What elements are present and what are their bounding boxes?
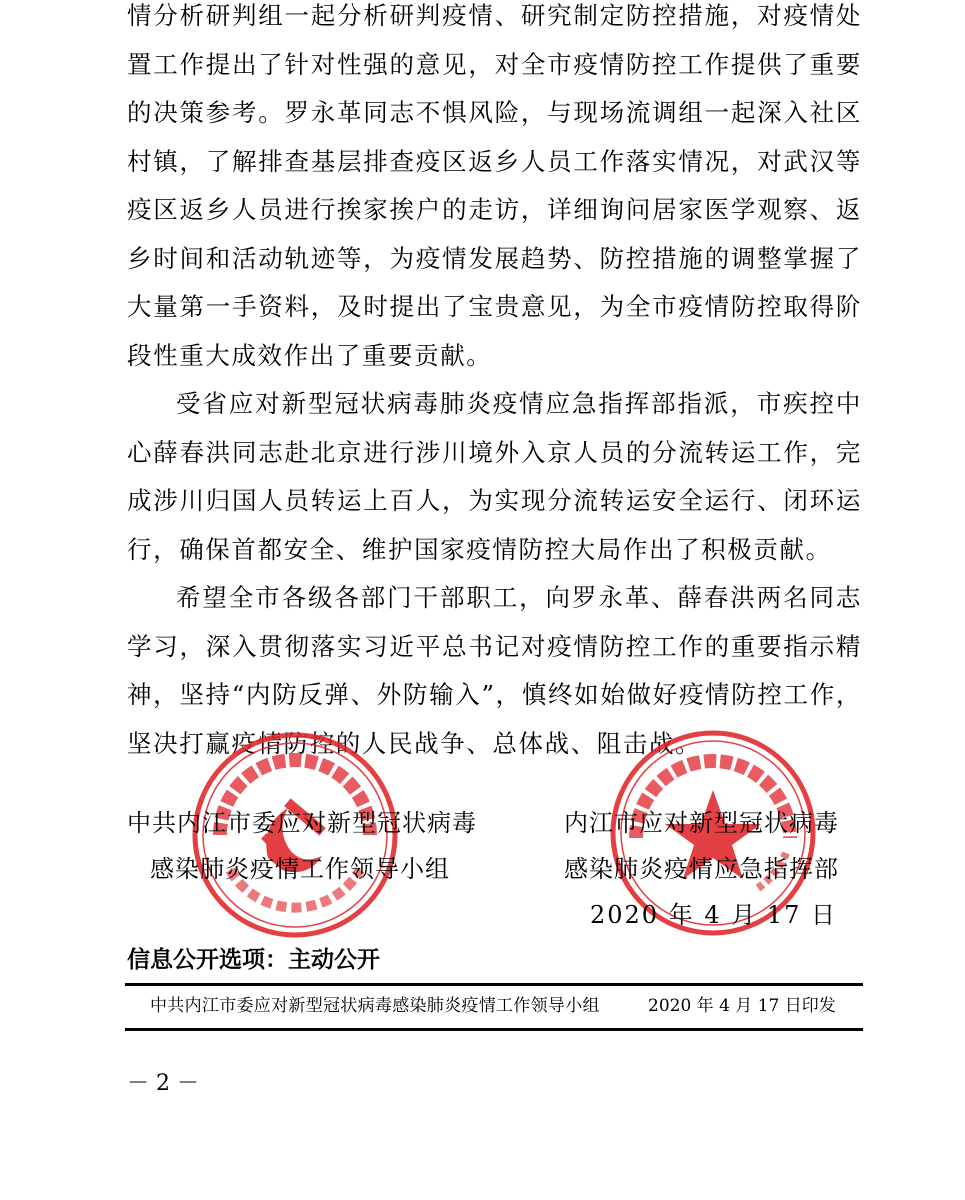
signature-left-line2: 感染肺炎疫情工作领导小组: [150, 855, 450, 883]
signature-left-line1: 中共内江市委应对新型冠状病毒: [127, 809, 477, 837]
disclosure-option: 信息公开选项：主动公开: [127, 947, 380, 973]
issue-rule-bottom: [125, 1028, 863, 1031]
issue-rule-top: [125, 983, 863, 986]
signature-right-line1: 内江市应对新型冠状病毒: [564, 809, 839, 837]
paragraph-2: 受省应对新型冠状病毒肺炎疫情应急指挥部指派，市疾控中心薛春洪同志赴北京进行涉川境外入京人员的分流转运工作，完成涉川归国人员转运上百人，为实现分流转运安全运行、闭环运行，确保首都安全、维护国家疫情防控大局作出了积极贡献。: [127, 389, 862, 564]
body-text: [127, 0, 862, 768]
signature-right-line2: 感染肺炎疫情应急指挥部: [564, 855, 839, 883]
page-number: － 2 －: [127, 1071, 199, 1096]
signature-date: 2020 年 4 月 17 日: [590, 901, 838, 929]
issue-date: 2020 年 4 月 17 日印发: [648, 996, 836, 1016]
paragraph-3: 希望全市各级各部门干部职工，向罗永革、薛春洪两名同志学习，深入贯彻落实习近平总书记对疫情防控工作的重要指示精神，坚持“内防反弹、外防输入”，慎终如始做好疫情防控工作，坚决打赢疫情防控的人民战争、总体战、阻击战。: [127, 583, 862, 758]
issue-organization: 中共内江市委应对新型冠状病毒感染肺炎疫情工作领导小组: [150, 996, 600, 1016]
paragraph-1: 情分析研判组一起分析研判疫情、研究制定防控措施，对疫情处置工作提出了针对性强的意见，对全市疫情防控工作提供了重要的决策参考。罗永革同志不惧风险，与现场流调组一起深入社区村镇，了解排查基层排查疫区返乡人员工作落实情况，对武汉等疫区返乡人员进行挨家挨户的走访，详细询问居家医学观察、返乡时间和活动轨迹等，为疫情发展趋势、防控措施的调整掌握了大量第一手资料，及时提出了宝贵意见，为全市疫情防控取得阶段性重大成效作出了重要贡献。: [127, 1, 862, 370]
